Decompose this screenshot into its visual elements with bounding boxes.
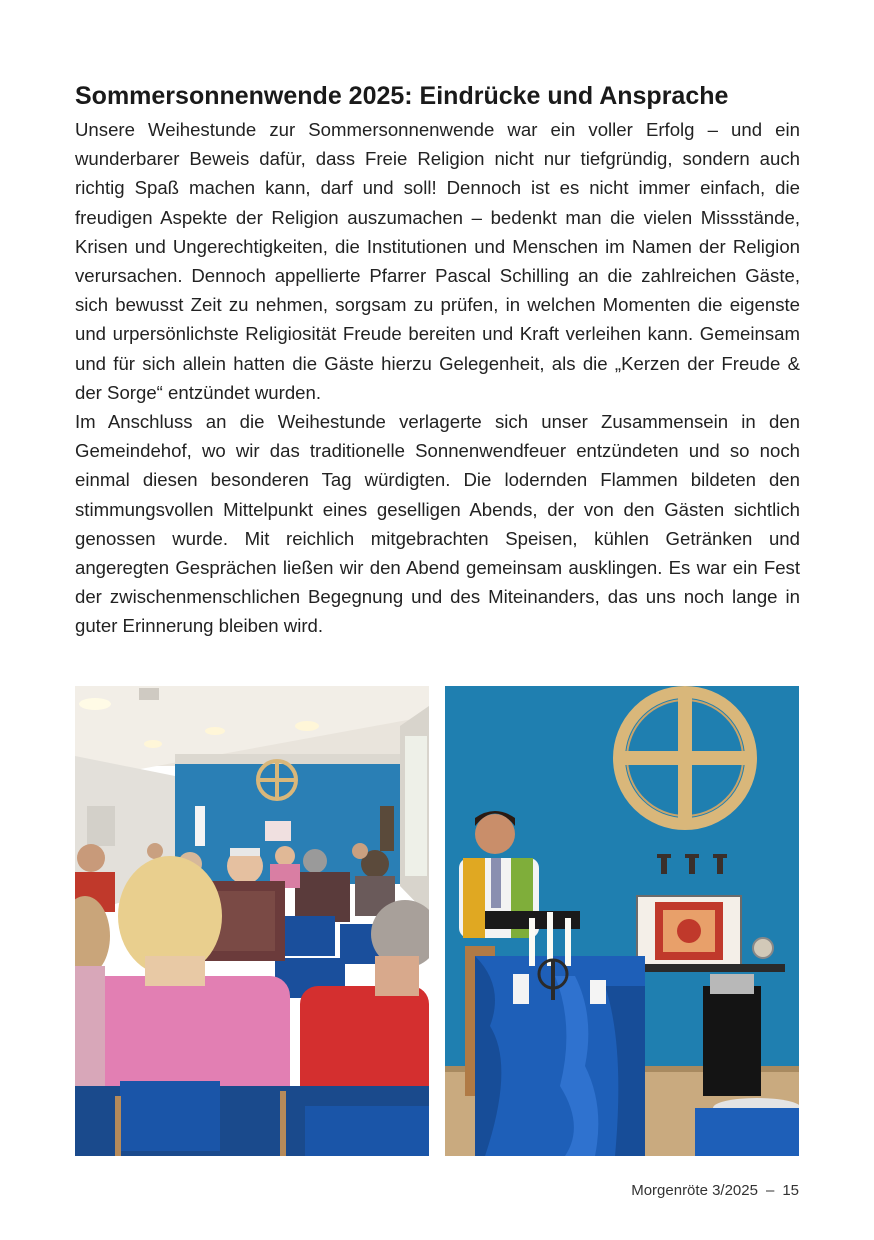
article-title: Sommersonnenwende 2025: Eindrücke und Ansprache [75, 82, 729, 110]
footer-publication: Morgenröte 3/2025 [631, 1182, 758, 1199]
footer-separator: – [765, 1182, 775, 1199]
altar-photo [445, 686, 799, 1156]
article-paragraph: Im Anschluss an die Weihestunde verlagerte sich unser Zusammensein in den Gemeindehof, wo wir das traditionelle Sonnenwendfeuer entzündeten und so noch einmal diesen besonderen Tag würdigten. Die lodernden Flammen bildeten den stimmungsvollen Mittelpunkt eines geselligen Abends, der von den Gästen sichtlich genossen wurde. Mit reichlich mitgebrachten Speisen, kühlen Getränken und angeregten Gesprächen ließen wir den Abend gemeinsam ausklingen. Es war ein Fest der zwischenmenschlichen Begegnung und des Miteinanders, das uns noch lange in guter Erinnerung bleiben wird. [75, 411, 800, 637]
congregation-photo [75, 686, 429, 1156]
article-paragraph: Unsere Weihestunde zur Sommersonnenwende war ein voller Erfolg – und ein wunderbarer Beweis dafür, dass Freie Religion nicht nur tiefgründig, sondern auch richtig Spaß machen kann, darf und soll! Dennoch ist es nicht immer einfach, die freudigen Aspekte der Religion auszumachen – bedenkt man die vielen Missstände, Krisen und Ungerechtigkeiten, die Institutionen und Menschen im Namen der Religion verursachen. Dennoch appellierte Pfarrer Pascal Schilling an die zahlreichen Gäste, sich bewusst Zeit zu nehmen, sorgsam zu prüfen, in welchen Momenten die eigenste und urpersönlichste Religiosität Freude bereiten und Kraft verleihen kann. Gemeinsam und für sich allein hatten die Gäste hierzu Gelegenheit, als die „Kerzen der Freude & der Sorge“ entzündet wurden. [75, 119, 800, 403]
article-body [75, 115, 800, 641]
page-footer [631, 1181, 799, 1201]
page-number: 15 [782, 1182, 799, 1199]
